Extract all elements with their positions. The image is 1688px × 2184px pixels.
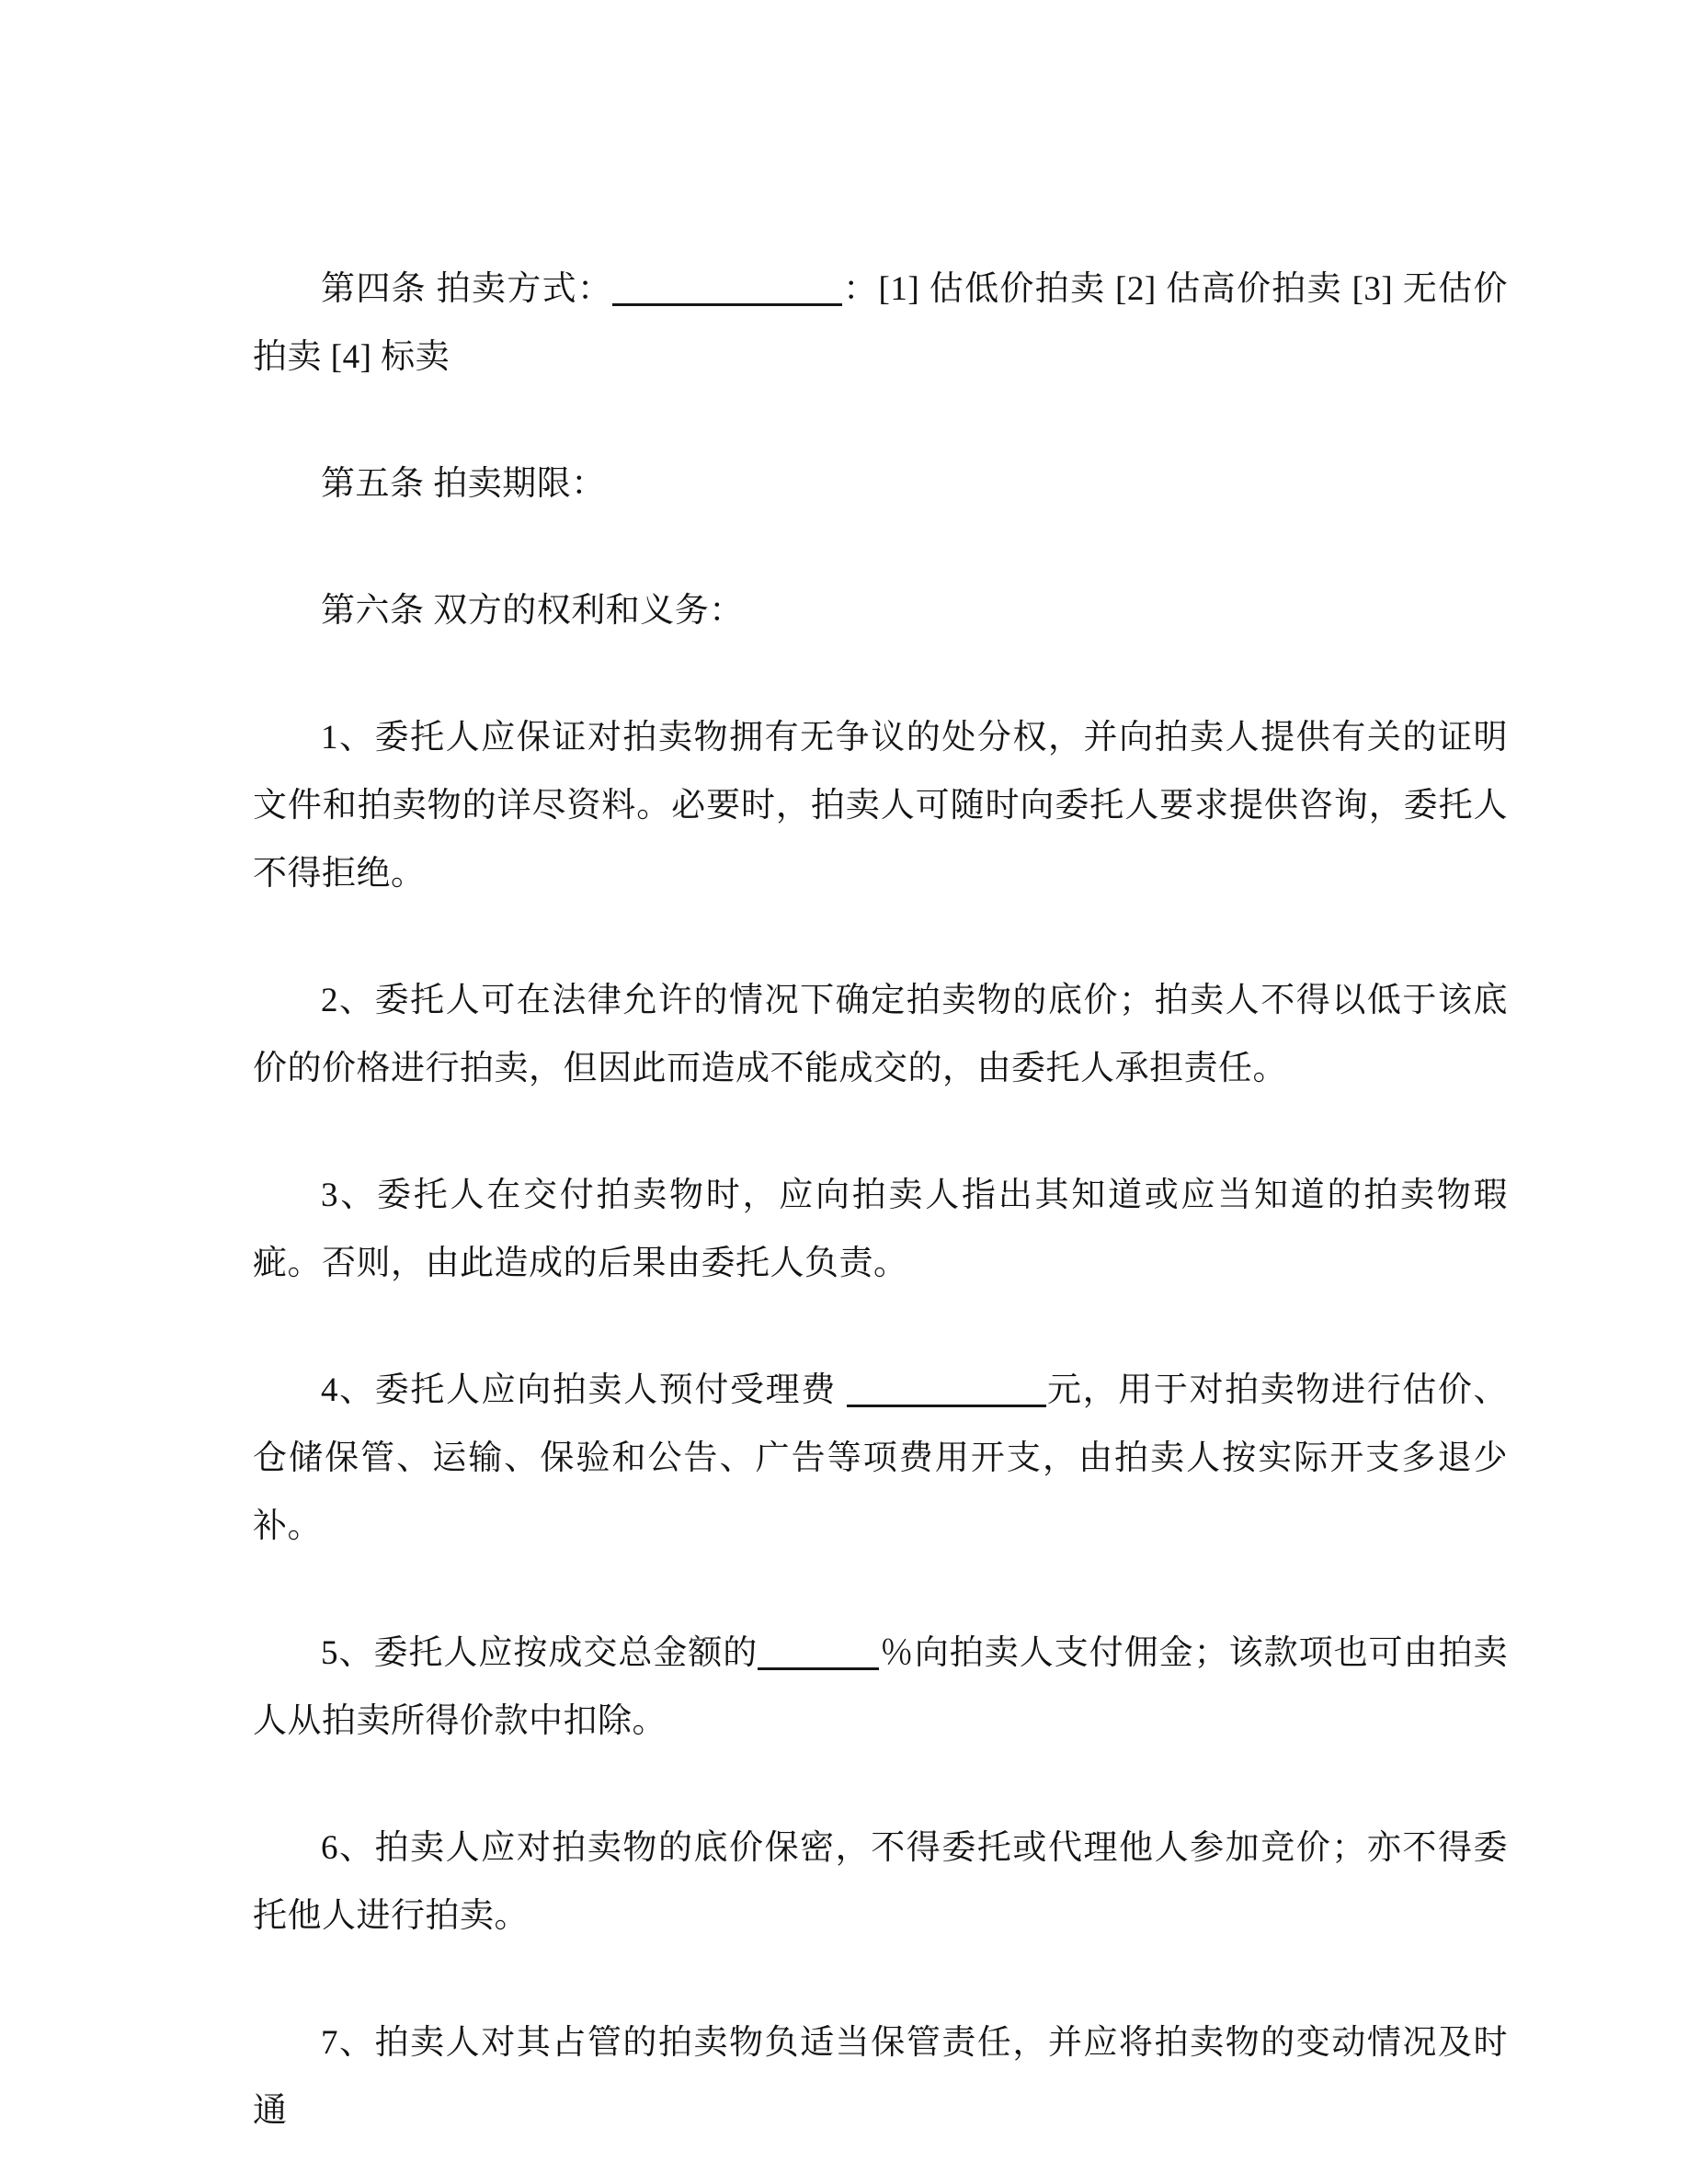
text-run: 第六条 双方的权利和义务：: [321, 592, 744, 630]
text-run: ％向拍卖人支付佣金；该款项也可由拍卖人从拍卖所得价款中扣除。: [253, 1634, 1509, 1740]
clause-3-defect-disclosure: [253, 1162, 1508, 1298]
text-run: 1、委托人应保证对拍卖物拥有无争议的处分权，并向拍卖人提供有关的证明文件和拍卖物的详尽资料。必要时，拍卖人可随时向委托人要求提供咨询，委托人不得拒绝。: [253, 719, 1508, 893]
text-run: 元，用于对拍卖物进行估价、仓储保管、运输、保验和公告、广告等项费用开支，由拍卖人按实际开支多退少补。: [253, 1371, 1509, 1545]
text-run: 第五条 拍卖期限：: [321, 465, 606, 503]
clause-7-custody-duty: [253, 2009, 1508, 2145]
article-6-rights-and-obligations: [253, 577, 1508, 645]
text-run: 4、委托人应向拍卖人预付受理费: [321, 1371, 847, 1409]
text-run: 5、委托人应按成交总金额的: [321, 1634, 758, 1672]
clause-6-confidentiality: [253, 1814, 1508, 1951]
article-4-auction-method: [253, 256, 1508, 392]
blank-underline: [847, 1373, 1046, 1407]
blank-underline: [758, 1636, 879, 1670]
text-run: 3、委托人在交付拍卖物时，应向拍卖人指出其知道或应当知道的拍卖物瑕疵。否则，由此造成的后果由委托人负责。: [253, 1177, 1508, 1282]
clause-2-reserve-price: [253, 967, 1508, 1103]
text-run: ：[1] 估低价拍卖 [2] 估高价拍卖 [3] 无估价拍卖 [4] 标卖: [253, 270, 1508, 376]
text-run: 7、拍卖人对其占管的拍卖物负适当保管责任，并应将拍卖物的变动情况及时通: [253, 2024, 1508, 2130]
blank-underline: [612, 272, 842, 306]
text-run: 6、拍卖人应对拍卖物的底价保密，不得委托或代理他人参加竞价；亦不得委托他人进行拍卖。: [253, 1829, 1508, 1935]
text-run: 2、委托人可在法律允许的情况下确定拍卖物的底价；拍卖人不得以低于该底价的价格进行拍卖，但因此而造成不能成交的，由委托人承担责任。: [253, 982, 1508, 1087]
text-run: 第四条 拍卖方式：: [321, 270, 613, 308]
clause-4-handling-fee: [253, 1357, 1508, 1561]
article-5-auction-term: [253, 450, 1508, 518]
clause-1-consignor-guarantee: [253, 704, 1508, 908]
clause-5-commission: [253, 1620, 1508, 1756]
